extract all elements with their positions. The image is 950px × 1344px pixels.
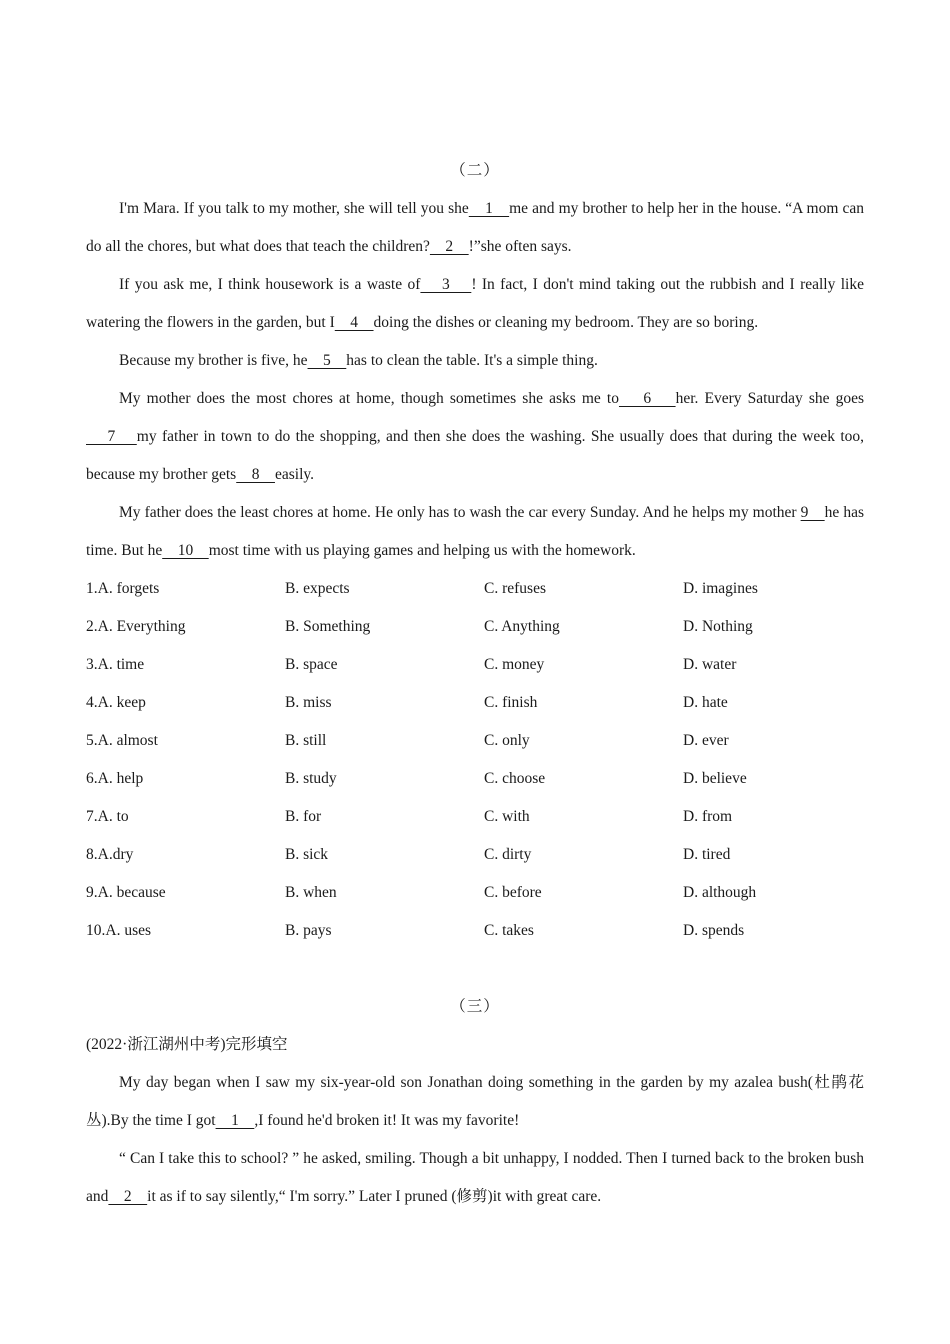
answer-options: [86, 570, 864, 950]
option-row: [86, 570, 864, 608]
option-c: C. before: [484, 884, 542, 901]
option-c: C. choose: [484, 770, 546, 787]
option-b: B. pays: [285, 922, 332, 939]
option-d: D. although: [683, 884, 757, 901]
option-c: C. dirty: [484, 846, 532, 863]
option-a: 1.A. forgets: [86, 580, 160, 597]
option-d: D. from: [683, 808, 733, 825]
option-a: 5.A. almost: [86, 732, 158, 749]
section-2-paragraph-3: Because my brother is five, he 5 has to clean the table. It's a simple thing.: [119, 352, 598, 369]
section-3-source: (2022·浙江湖州中考)完形填空: [86, 1036, 288, 1053]
section-3-paragraph-1: My day began when I saw my six-year-old son Jonathan doing something in the garden by my azalea bush(杜鹃花丛).By the time I got 1 ,I found he'd broken it! It was my favorite!: [86, 1074, 864, 1129]
section-2-paragraph-5: My father does the least chores at home. He only has to wash the car every Sunday. And he helps my mother 9 he has time. But he 10 most time with us playing games and helping us with the homework.: [86, 504, 864, 559]
option-a: 6.A. help: [86, 770, 144, 787]
section-3-title: （三）: [450, 998, 500, 1015]
blank-1: 1: [215, 1112, 255, 1129]
option-c: C. only: [484, 732, 530, 749]
option-b: B. when: [285, 884, 337, 901]
blank-1: 1: [468, 200, 510, 217]
option-b: B. for: [285, 808, 322, 825]
option-b: B. expects: [285, 580, 350, 597]
option-b: B. space: [285, 656, 338, 673]
option-a: 10.A. uses: [86, 922, 152, 939]
blank-3: 3: [420, 276, 472, 293]
option-row: [86, 722, 864, 760]
option-c: C. refuses: [484, 580, 546, 597]
blank-5: 5: [307, 352, 347, 369]
option-b: B. Something: [285, 618, 371, 635]
blank-4: 4: [334, 314, 374, 331]
section-2-paragraph-4: My mother does the most chores at home, though sometimes she asks me to 6 her. Every Saturday she goes 7 my father in town to do the shopping, and then she does the washing. She usually does that during the week too, because my brother gets 8 easily.: [86, 390, 864, 483]
option-c: C. takes: [484, 922, 534, 939]
option-row: [86, 646, 864, 684]
option-a: 7.A. to: [86, 808, 129, 825]
blank-2: 2: [429, 238, 469, 255]
option-row: [86, 760, 864, 798]
blank-8: 8: [236, 466, 275, 483]
option-d: D. ever: [683, 732, 729, 749]
option-row: [86, 608, 864, 646]
blank-7: 7: [86, 428, 137, 445]
option-row: [86, 836, 864, 874]
option-d: D. imagines: [683, 580, 758, 597]
section-2-paragraph-1: I'm Mara. If you talk to my mother, she will tell you she 1 me and my brother to help her in the house. “A mom can do all the chores, but what does that teach the children? 2 !”she often says.: [86, 200, 864, 255]
option-b: B. miss: [285, 694, 332, 711]
option-d: D. believe: [683, 770, 747, 787]
option-row: [86, 874, 864, 912]
section-2-paragraph-2: If you ask me, I think housework is a waste of 3 ! In fact, I don't mind taking out the rubbish and I really like watering the flowers in the garden, but I 4 doing the dishes or cleaning my bedroom. They are so boring.: [86, 276, 864, 331]
option-row: [86, 798, 864, 836]
option-a: 8.A.dry: [86, 846, 134, 863]
option-d: D. water: [683, 656, 737, 673]
option-d: D. spends: [683, 922, 745, 939]
option-d: D. hate: [683, 694, 728, 711]
blank-6: 6: [618, 390, 676, 407]
section-3-paragraph-2: “ Can I take this to school? ” he asked, smiling. Though a bit unhappy, I nodded. Then I turned back to the broken bush and 2 it as if to say silently,“ I'm sorry.” Later I pruned (修剪)it with great care.: [86, 1150, 864, 1205]
option-b: B. still: [285, 732, 327, 749]
option-b: B. study: [285, 770, 337, 787]
option-a: 4.A. keep: [86, 694, 146, 711]
section-2-title: （二）: [450, 162, 500, 179]
option-c: C. Anything: [484, 618, 560, 635]
option-row: [86, 912, 864, 950]
option-b: B. sick: [285, 846, 329, 863]
document-page: [86, 152, 864, 1216]
option-row: [86, 684, 864, 722]
blank-2: 2: [108, 1188, 148, 1205]
option-d: D. tired: [683, 846, 731, 863]
option-c: C. money: [484, 656, 545, 673]
option-a: 3.A. time: [86, 656, 145, 673]
section-gap: [86, 950, 864, 988]
blank-10: 10: [162, 542, 209, 559]
option-c: C. with: [484, 808, 530, 825]
option-a: 2.A. Everything: [86, 618, 186, 635]
option-d: D. Nothing: [683, 618, 753, 635]
option-a: 9.A. because: [86, 884, 166, 901]
option-c: C. finish: [484, 694, 538, 711]
blank-9: 9: [800, 504, 825, 521]
